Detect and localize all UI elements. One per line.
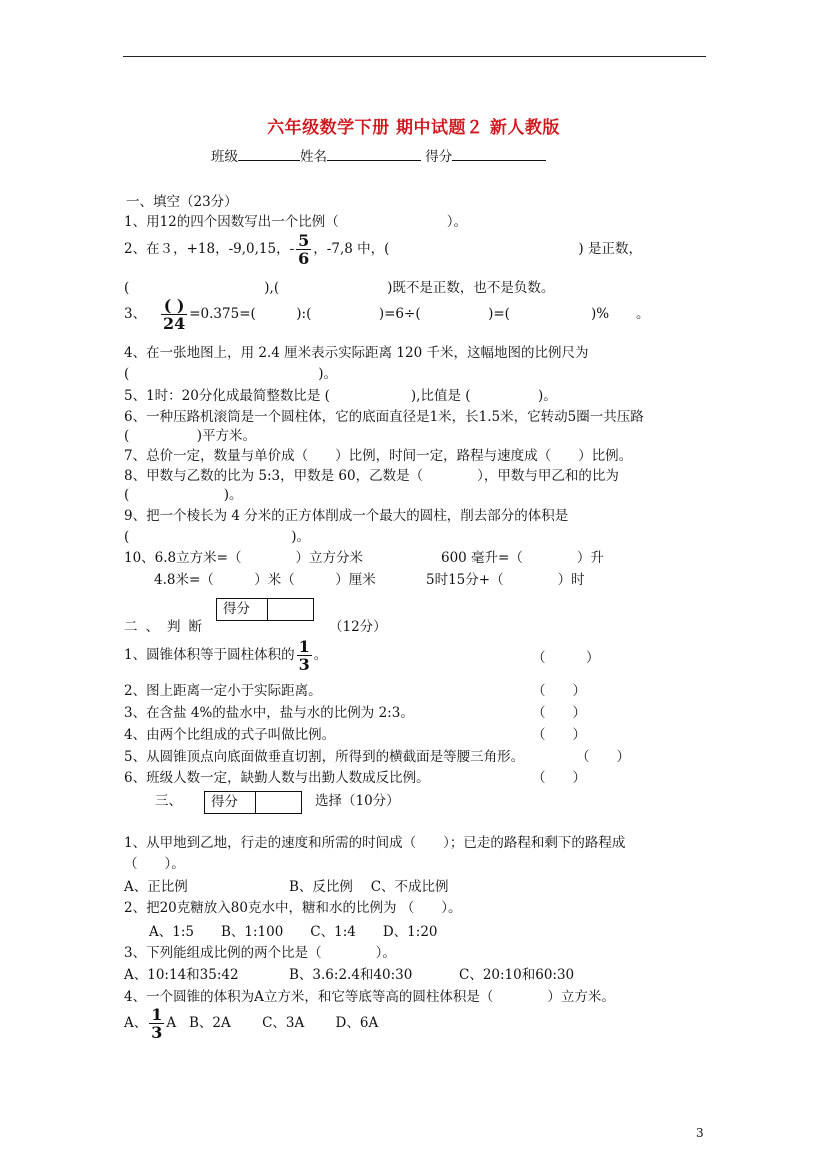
s1-q10-part4: 5时15分+（ ）时 [426,572,585,588]
s3-q4-fraction [149,1006,164,1041]
s1-q5: 5、1时：20分化成最简整数比是 ( ),比值是 ( )。 [124,388,557,404]
name-label: 姓名 [300,149,327,165]
frac-denominator: 24 [162,314,186,333]
s2-q1-post: 。 [313,647,328,663]
s2-q3: 3、在含盐 4%的盐水中，盐与水的比例为 2:3。 [124,705,414,721]
s1-q9-line1: 9、把一个棱长为 4 分米的正方体削成一个最大的圆柱，削去部分的体积是 [124,508,569,524]
s3-q4-option-a-suffix: A [166,1015,177,1031]
header-rule [123,56,706,57]
frac-numerator: 1 [298,637,310,656]
s3-q2: 2、把20克糖放入80克水中，糖和水的比例为 （ ）。 [124,900,462,916]
s2-q1-fraction [297,638,312,673]
section3-score-box[interactable] [204,791,302,814]
name-blank[interactable] [327,146,421,161]
s2-q2-answer: （ ） [532,683,586,699]
s2-q5: 5、从圆锥顶点向底面做垂直切割，所得到的横截面是等腰三角形。 [124,749,525,765]
s1-q7: 7、总价一定，数量与单价成（ ）比例，时间一定，路程与速度成（ ）比例。 [124,448,633,464]
score-box-value[interactable] [268,599,313,620]
frac-numerator: 1 [151,1005,163,1024]
s1-q4-line2: ( )。 [124,366,338,382]
s2-q6: 6、班级人数一定，缺勤人数与出勤人数成反比例。 [124,770,430,786]
s3-q1-option-bc: B、反比例 C、不成比例 [289,879,449,895]
frac-numerator: ( ) [163,296,185,315]
s1-q2 [124,232,642,267]
s3-q4-options-rest: B、2A C、3A D、6A [189,1015,379,1031]
s1-q4-line1: 4、在一张地图上，用 2.4 厘米表示实际距离 120 千米，这幅地图的比例尺为 [124,345,589,361]
s1-q8-line1: 8、甲数与乙数的比为 5:3，甲数是 60，乙数是（ ），甲数与甲乙和的比为 [124,468,619,484]
s3-q4: 4、一个圆锥的体积为A立方米，和它等底等高的圆柱体积是（ ）立方米。 [124,989,615,1005]
s3-q4-options [124,1006,378,1041]
section3-points: 选择（10分） [315,793,400,809]
s2-q5-answer: （ ） [576,749,630,765]
s2-q4: 4、由两个比组成的式子叫做比例。 [124,727,336,743]
s1-q3-fraction [161,297,187,332]
score-blank[interactable] [452,146,546,161]
score-label: 得分 [425,149,453,165]
section3-heading: 三、 [155,793,182,809]
s3-q4-option-a-prefix: A、 [124,1015,148,1031]
frac-denominator: 3 [298,655,310,674]
s3-q3-option-c: C、20:10和60:30 [459,967,575,983]
s1-q2-fraction [296,232,311,267]
s2-q1 [124,638,327,673]
section2-score-box[interactable] [216,598,314,621]
s1-q2-pre: 2、在３，+18，-9,0,15，- [124,241,295,257]
s1-q3-post: =0.375=( ):( )=6÷( )=( )% 。 [189,306,650,322]
score-box-label: 得分 [205,792,256,813]
page-title: 六年级数学下册 期中试题２ 新人教版 [267,118,560,138]
frac-numerator: 5 [298,231,310,250]
s3-q1-line2: （ ）。 [124,856,185,872]
class-label: 班级 [211,149,238,165]
s1-q6-line1: 6、一种压路机滚筒是一个圆柱体，它的底面直径是1米，长1.5米，它转动5圈一共压路 [124,409,644,425]
section2-points: （12分） [329,619,387,635]
frac-denominator: 3 [151,1023,163,1042]
s2-q6-answer: （ ） [532,770,586,786]
s3-q1-option-a: A、正比例 [124,879,188,895]
s3-q3-option-a: A、10:14和35:42 [124,967,239,983]
s1-q8-line2: ( )。 [124,487,243,503]
s3-q1-line1: 1、从甲地到乙地，行走的速度和所需的时间成（ ）；已走的路程和剩下的路程成 [124,835,626,851]
s2-q4-answer: （ ） [532,727,586,743]
section2-heading: 二、判断 [124,619,210,635]
s3-q3: 3、下列能组成比例的两个比是（ ）。 [124,945,396,961]
s1-q6-line2: ( )平方米。 [124,428,257,444]
s1-q2-line2: ( ),( )既不是正数，也不是负数。 [124,280,555,296]
frac-denominator: 6 [298,249,310,268]
s2-q2: 2、图上距离一定小于实际距离。 [124,683,322,699]
s1-q2-post: ，-7,8 中，( ) 是正数， [313,241,642,257]
s1-q3 [124,297,650,332]
s2-q1-pre: 1、圆锥体积等于圆柱体积的 [124,647,295,663]
s2-q3-answer: （ ） [532,705,586,721]
s1-q10-part1: 10、6.8立方米=（ ）立方分米 [124,550,363,566]
s1-q10-part2: 600 毫升=（ ）升 [441,550,604,566]
class-blank[interactable] [238,146,300,161]
s1-q3-pre: 3、 [124,306,147,322]
score-box-label: 得分 [217,599,268,620]
s2-q1-answer: （ ） [532,650,600,666]
s1-q1: 1、用12的四个因数写出一个比例（ ）。 [124,214,468,230]
section1-heading: 一、填空（23分） [126,194,238,210]
header-fields [211,145,546,165]
s1-q10-part3: 4.8米=（ ）米（ ）厘米 [154,572,376,588]
page-number: 3 [696,1126,704,1140]
s1-q9-line2: ( )。 [124,529,311,545]
score-box-value[interactable] [256,792,301,813]
s3-q2-options: A、1:5 B、1:100 C、1:4 D、1:20 [149,924,438,940]
s3-q3-option-b: B、3.6:2.4和40:30 [289,967,413,983]
